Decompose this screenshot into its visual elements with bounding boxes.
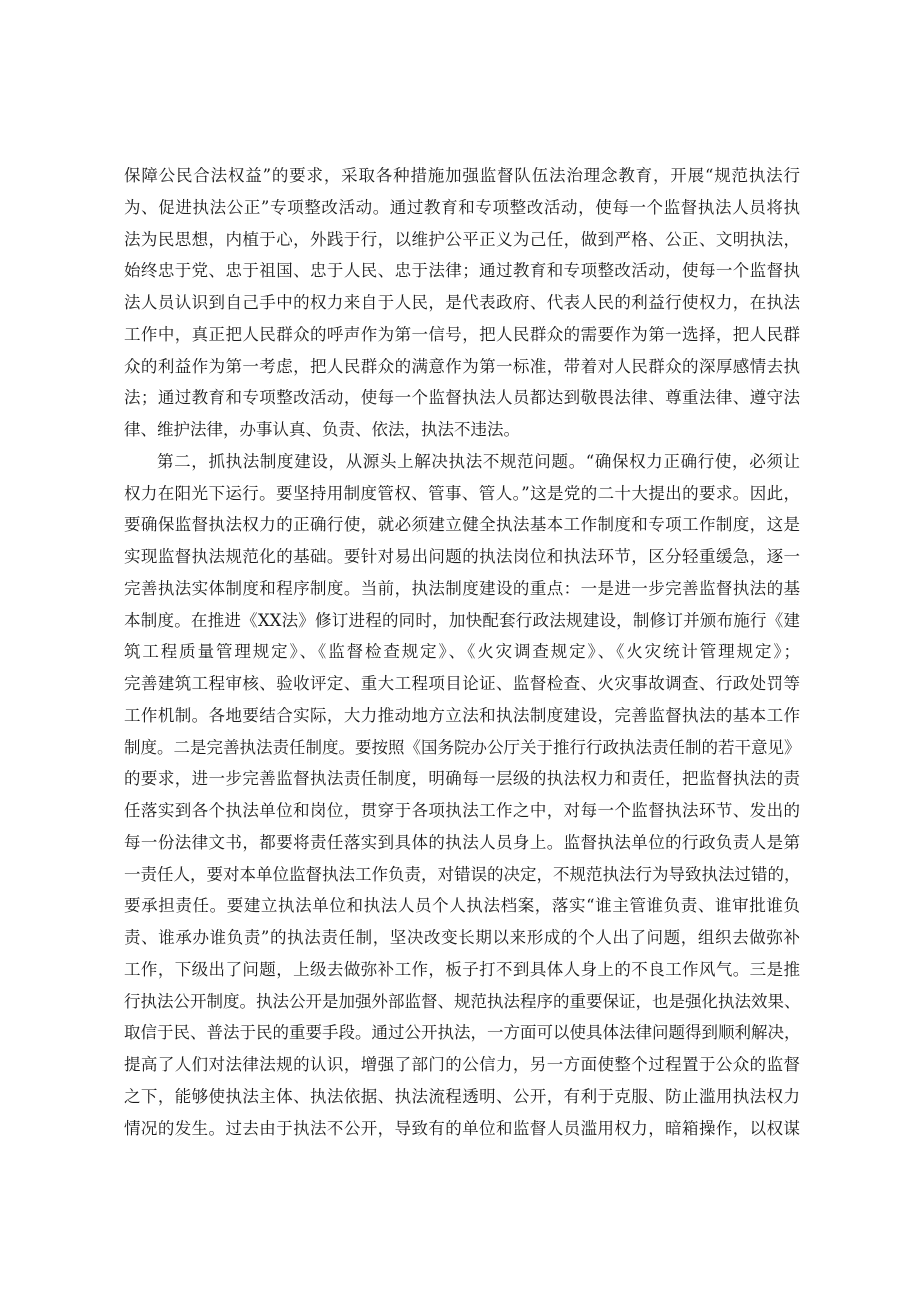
text-line: 取信于民、普法于民的重要手段。通过公开执法，一方面可以使具体法律问题得到顺利解决， bbox=[124, 1023, 801, 1043]
text-line: 众的利益作为第一考虑，把人民群众的满意作为第一标准，带着对人民群众的深厚感情去执 bbox=[124, 356, 800, 376]
text-line: 工作中，真正把人民群众的呼声作为第一信号，把人民群众的需要作为第一选择，把人民群 bbox=[124, 324, 800, 344]
text-line: 律、维护法律，办事认真、负责、依法，执法不违法。 bbox=[124, 420, 520, 439]
text-line: 情况的发生。过去由于执法不公开，导致有的单位和监督人员滥用权力，暗箱操作，以权谋 bbox=[124, 1118, 800, 1138]
text-line: 第二，抓执法制度建设，从源头上解决执法不规范问题。“确保权力正确行使，必须让 bbox=[157, 451, 800, 471]
text-line: 筑工程质量管理规定》、《监督检查规定》、《火灾调查规定》、《火灾统计管理规定》； bbox=[124, 642, 800, 662]
text-line: 责、谁承办谁负责”的执法责任制，坚决改变长期以来形成的个人出了问题，组织去做弥补 bbox=[124, 928, 800, 947]
text-line: 工作机制。各地要结合实际，大力推动地方立法和执法制度建设，完善监督执法的基本工作 bbox=[124, 705, 800, 725]
text-line: 完善建筑工程审核、验收评定、重大工程项目论证、监督检查、火灾事故调查、行政处罚等 bbox=[124, 674, 800, 693]
text-line: 制度。二是完善执法责任制度。要按照《国务院办公厅关于推行行政执法责任制的若干意见》 bbox=[124, 737, 801, 757]
text-line: 的要求，进一步完善监督执法责任制度，明确每一层级的执法权力和责任，把监督执法的责 bbox=[124, 769, 800, 789]
text-line: 完善执法实体制度和程序制度。当前，执法制度建设的重点：一是进一步完善监督执法的基 bbox=[124, 578, 800, 598]
text-line: 法人员认识到自己手中的权力来自于人民，是代表政府、代表人民的利益行使权力，在执法 bbox=[124, 293, 800, 312]
paragraph-1 bbox=[124, 160, 800, 446]
text-line: 实现监督执法规范化的基础。要针对易出问题的执法岗位和执法环节，区分轻重缓急，逐一 bbox=[124, 547, 800, 566]
document-body bbox=[124, 160, 800, 1144]
text-line: 之下，能够使执法主体、执法依据、执法流程透明、公开，有利于克服、防止滥用执法权力 bbox=[124, 1086, 800, 1106]
text-line: 法；通过教育和专项整改活动，使每一个监督执法人员都达到敬畏法律、尊重法律、遵守法 bbox=[124, 388, 800, 408]
text-line: 保障公民合法权益”的要求，采取各种措施加强监督队伍法治理念教育，开展“规范执法行 bbox=[124, 166, 800, 185]
text-line: 本制度。在推进《XX法》修订进程的同时，加快配套行政法规建设，制修订并颁布施行《建 bbox=[124, 610, 800, 630]
text-line: 一责任人，要对本单位监督执法工作负责，对错误的决定，不规范执法行为导致执法过错的， bbox=[124, 864, 801, 884]
text-line: 提高了人们对法律法规的认识，增强了部门的公信力，另一方面使整个过程置于公众的监督 bbox=[124, 1055, 800, 1074]
paragraph-2 bbox=[124, 446, 800, 1145]
text-line: 权力在阳光下运行。要坚持用制度管权、管事、管人。”这是党的二十大提出的要求。因此， bbox=[124, 483, 800, 503]
text-line: 要承担责任。要建立执法单位和执法人员个人执法档案，落实“谁主管谁负责、谁审批谁负 bbox=[124, 896, 800, 916]
text-line: 始终忠于党、忠于祖国、忠于人民、忠于法律；通过教育和专项整改活动，使每一个监督执 bbox=[124, 261, 800, 281]
text-line: 工作，下级出了问题，上级去做弥补工作，板子打不到具体人身上的不良工作风气。三是推 bbox=[124, 959, 800, 979]
text-line: 法为民思想，内植于心，外践于行，以维护公平正义为己任，做到严格、公正、文明执法， bbox=[124, 229, 800, 249]
text-line: 要确保监督执法权力的正确行使，就必须建立健全执法基本工作制度和专项工作制度，这是 bbox=[124, 515, 800, 535]
text-line: 为、促进执法公正”专项整改活动。通过教育和专项整改活动，使每一个监督执法人员将执 bbox=[124, 197, 800, 217]
text-line: 每一份法律文书，都要将责任落实到具体的执法人员身上。监督执法单位的行政负责人是第 bbox=[124, 832, 800, 852]
text-line: 任落实到各个执法单位和岗位，贯穿于各项执法工作之中，对每一个监督执法环节、发出的 bbox=[124, 801, 800, 820]
text-line: 行执法公开制度。执法公开是加强外部监督、规范执法程序的重要保证，也是强化执法效果、 bbox=[124, 991, 801, 1011]
